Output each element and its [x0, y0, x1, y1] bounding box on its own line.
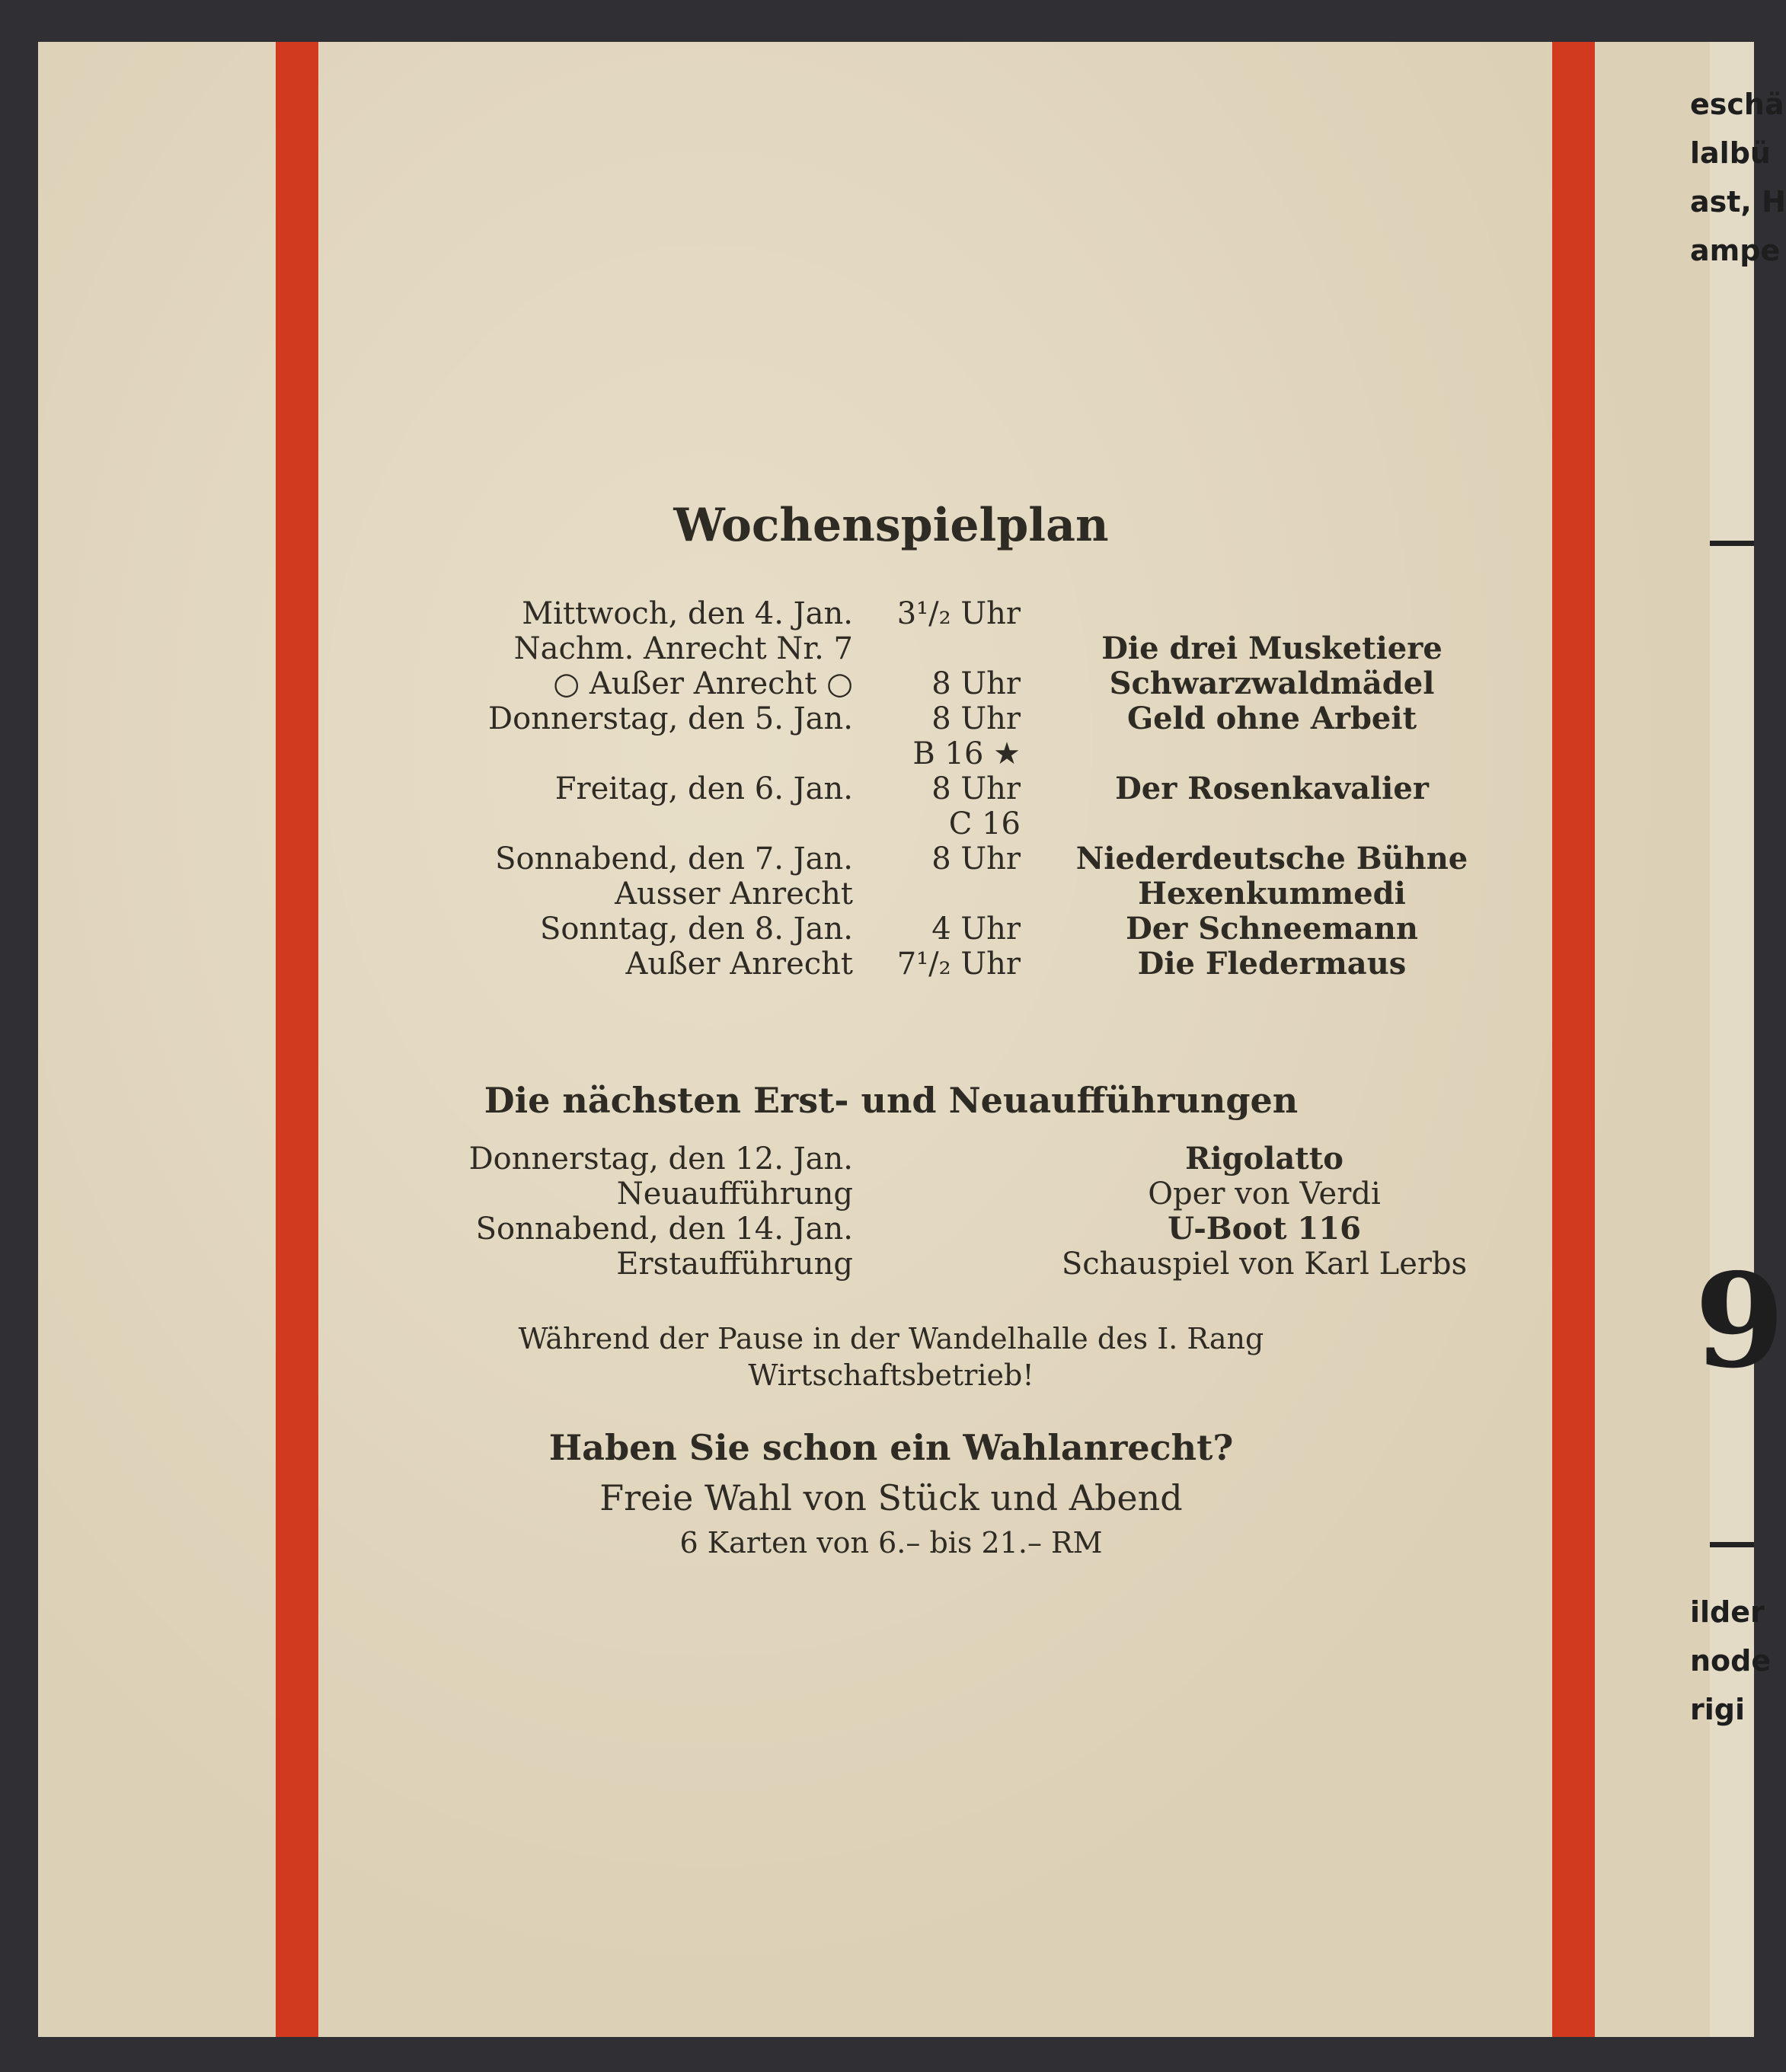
adjacent-page-fragment: rigi — [1690, 1693, 1745, 1726]
schedule-date: Nachm. Anrecht Nr. 7 — [513, 631, 853, 666]
premieres-heading: Die nächsten Erst- und Neuaufführungen — [484, 1080, 1299, 1121]
adjacent-page-fragment: ampe — [1690, 234, 1781, 267]
schedule-play: Die Fledermaus — [1137, 946, 1407, 982]
schedule-date: Sonntag, den 8. Jan. — [540, 911, 853, 947]
schedule-play: Der Rosenkavalier — [1115, 771, 1429, 806]
schedule-date: Mittwoch, den 4. Jan. — [522, 596, 853, 631]
schedule-time: 8 Uhr — [931, 841, 1021, 876]
schedule-play: Hexenkummedi — [1138, 876, 1406, 911]
adjacent-page-fragment: lalbü — [1690, 136, 1771, 170]
adjacent-page-fragment: node — [1690, 1644, 1772, 1678]
adjacent-page-fragment: ast, H — [1690, 185, 1786, 219]
premiere-kind: Neuaufführung — [616, 1176, 853, 1212]
schedule-date: Außer Anrecht — [625, 947, 853, 982]
adjacent-page-big-glyph: 9 — [1695, 1245, 1785, 1397]
schedule-time: 8 Uhr — [931, 771, 1021, 806]
program-page — [38, 42, 1714, 2037]
right-red-stripe — [1552, 42, 1595, 2037]
adjacent-page-fragment: eschä — [1690, 88, 1784, 121]
page-title: Wochenspielplan — [673, 499, 1109, 552]
premiere-subtitle: Schauspiel von Karl Lerbs — [1061, 1247, 1468, 1282]
premiere-title: Rigolatto — [1185, 1141, 1343, 1176]
adjacent-page-rule — [1710, 1542, 1754, 1547]
promo-headline: Haben Sie schon ein Wahlanrecht? — [548, 1427, 1234, 1468]
schedule-date: Donnerstag, den 5. Jan. — [488, 701, 853, 736]
schedule-time: 3¹/₂ Uhr — [896, 596, 1021, 631]
premiere-date: Donnerstag, den 12. Jan. — [468, 1141, 853, 1176]
schedule-time: C 16 — [948, 806, 1021, 841]
schedule-time: B 16 ★ — [912, 736, 1021, 771]
premiere-subtitle: Oper von Verdi — [1148, 1176, 1381, 1212]
promo-subline: Freie Wahl von Stück und Abend — [599, 1477, 1183, 1518]
premiere-date: Sonnabend, den 14. Jan. — [475, 1212, 853, 1247]
adjacent-page-edge — [1690, 42, 1786, 2037]
schedule-time: 4 Uhr — [931, 911, 1021, 947]
premiere-kind: Erstaufführung — [616, 1247, 853, 1282]
schedule-time: 8 Uhr — [931, 666, 1021, 701]
schedule-play: Die drei Musketiere — [1101, 631, 1443, 666]
schedule-time: 8 Uhr — [931, 701, 1021, 736]
pause-notice-line1: Während der Pause in der Wandelhalle des I. Rang — [518, 1322, 1264, 1355]
schedule-play: Schwarzwaldmädel — [1109, 666, 1435, 701]
schedule-play: Der Schneemann — [1126, 911, 1418, 947]
schedule-play: Geld ohne Arbeit — [1126, 701, 1417, 736]
schedule-play: Niederdeutsche Bühne — [1075, 841, 1468, 876]
schedule-date: Ausser Anrecht — [615, 876, 853, 911]
schedule-time: 7¹/₂ Uhr — [896, 947, 1021, 982]
schedule-date: ○ Außer Anrecht ○ — [553, 666, 853, 701]
adjacent-page-rule — [1710, 541, 1754, 546]
schedule-date: Freitag, den 6. Jan. — [554, 771, 853, 806]
schedule-date: Sonnabend, den 7. Jan. — [495, 841, 853, 876]
pause-notice-line2: Wirtschaftsbetrieb! — [748, 1358, 1034, 1392]
promo-prices: 6 Karten von 6.– bis 21.– RM — [679, 1526, 1103, 1560]
premiere-title: U-Boot 116 — [1168, 1211, 1361, 1247]
left-red-stripe — [276, 42, 318, 2037]
adjacent-page-fragment: ilder — [1690, 1595, 1765, 1629]
